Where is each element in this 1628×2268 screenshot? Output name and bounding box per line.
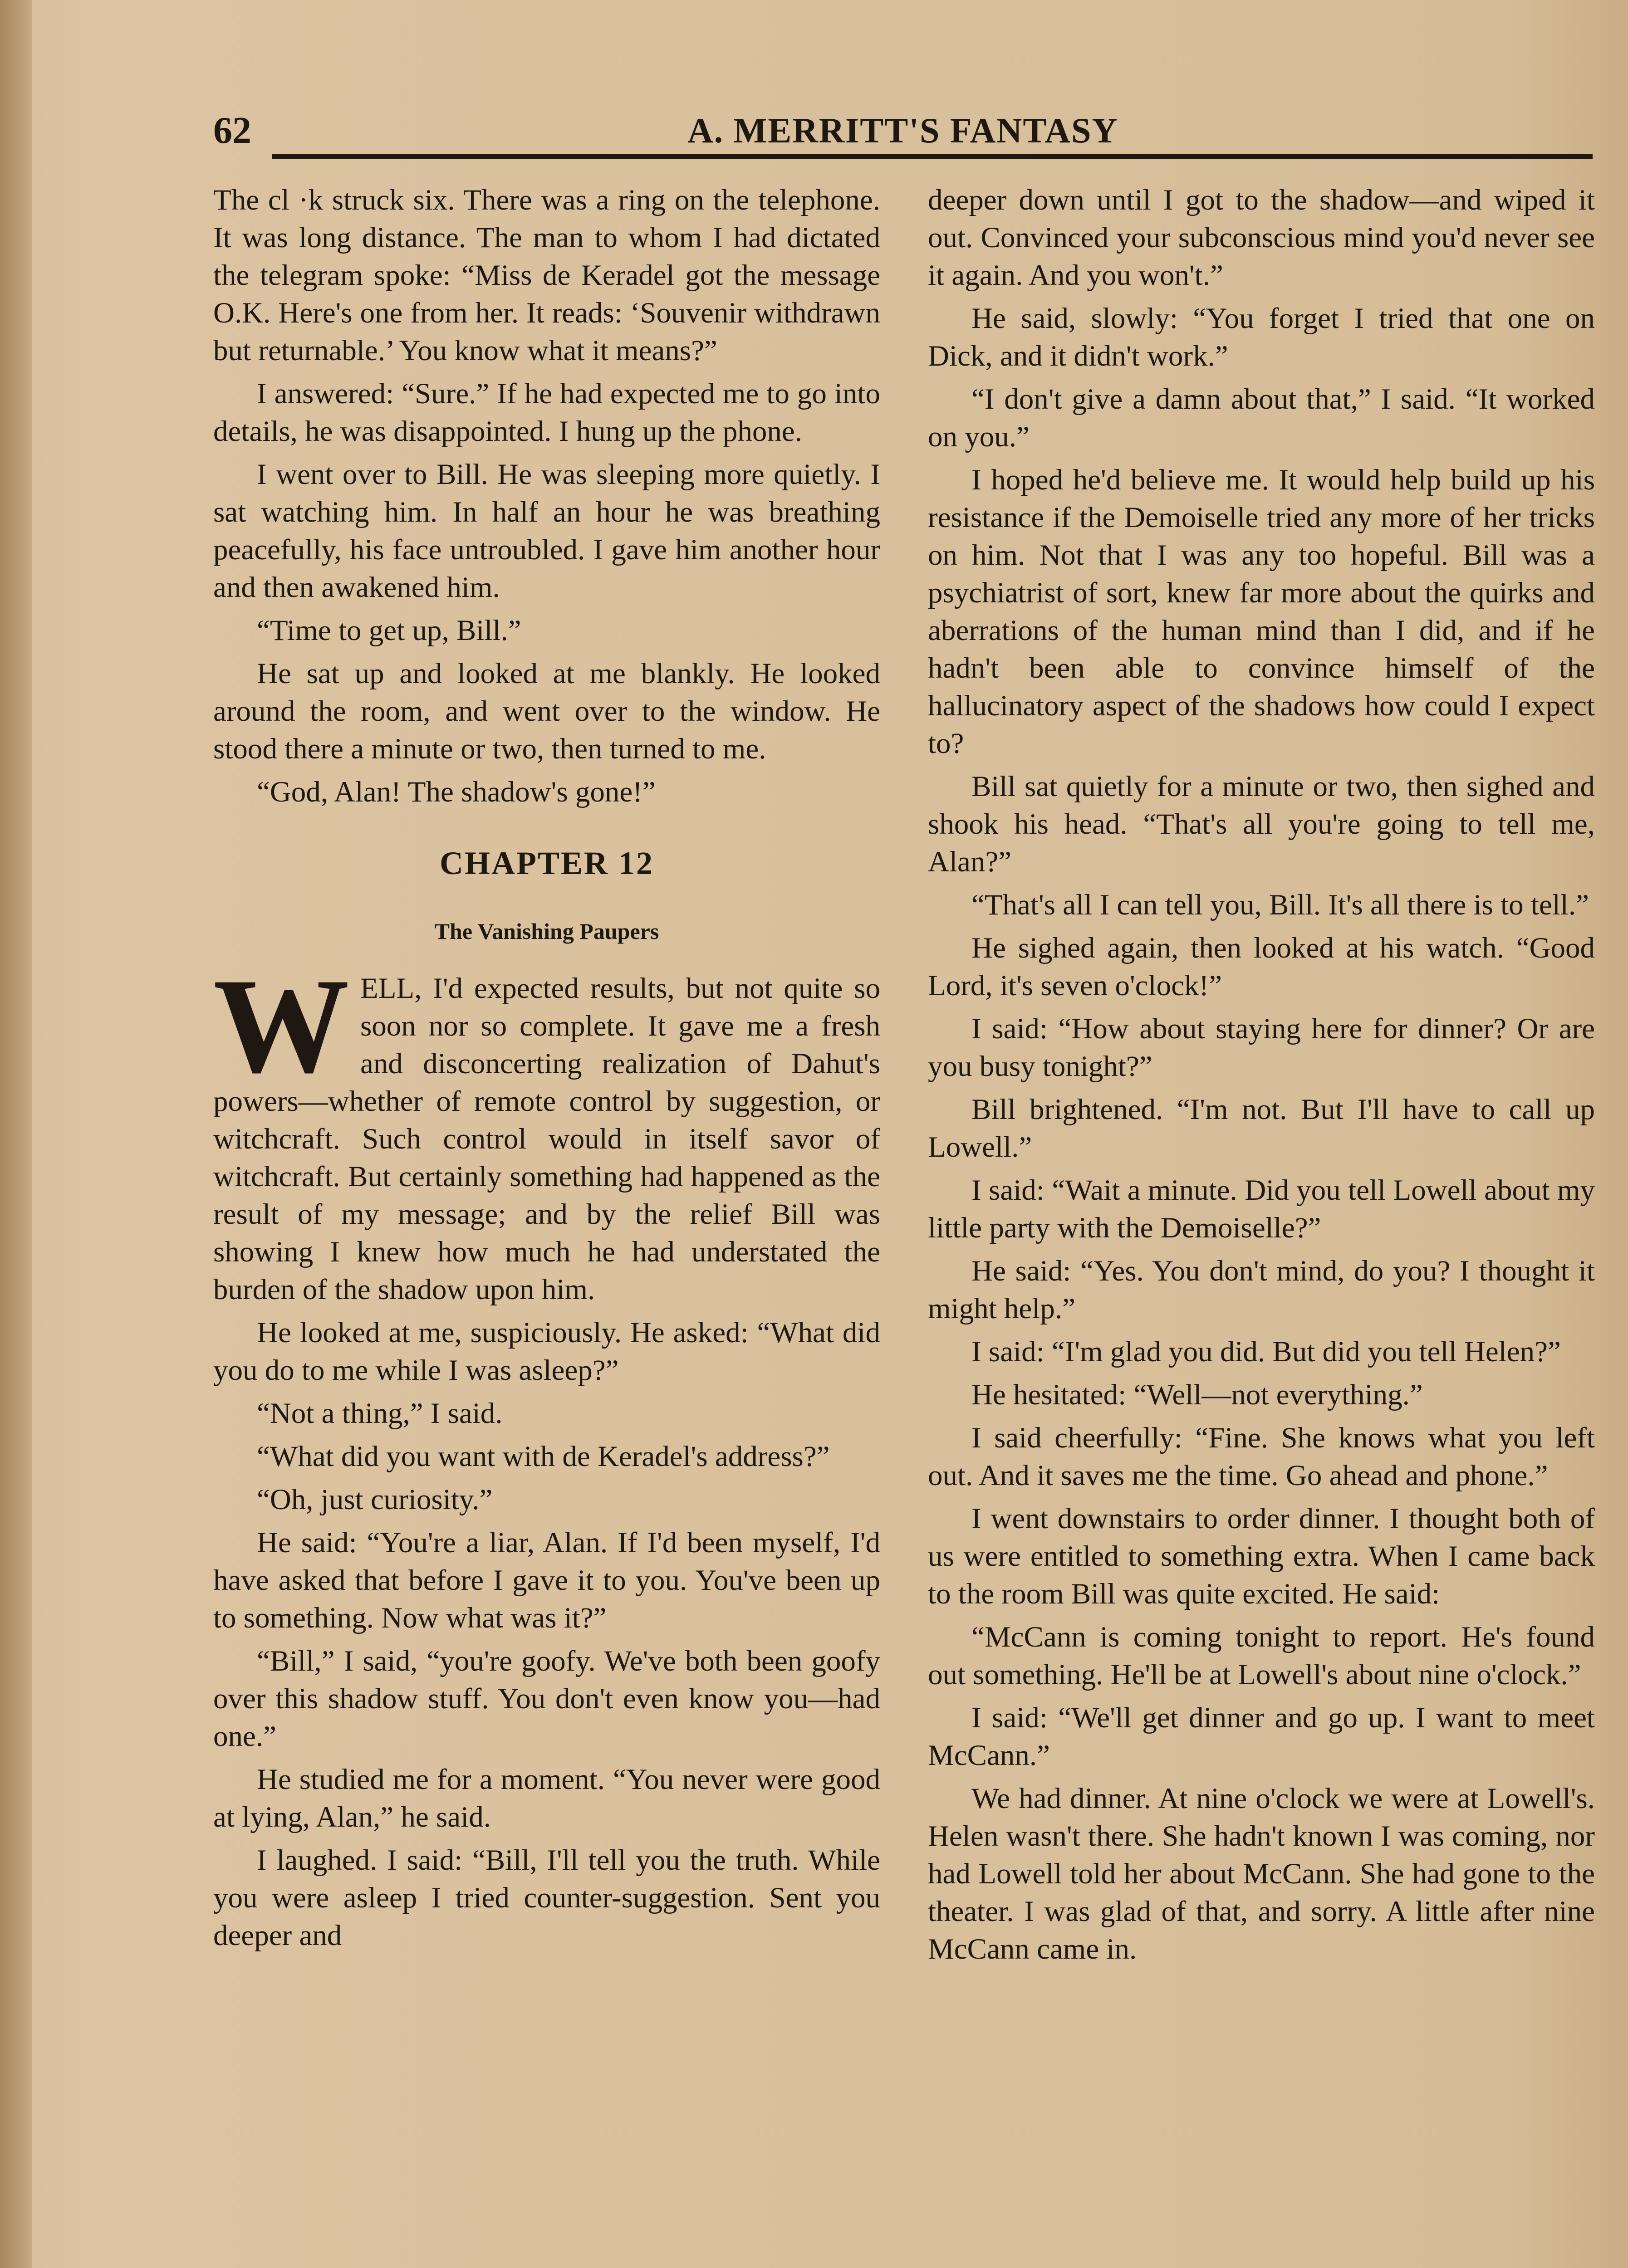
paragraph: “Time to get up, Bill.” [257, 614, 521, 647]
paragraph: He said: “Yes. You don't mind, do you? I thought it might help.” [928, 1255, 1595, 1325]
paragraph: I said: “Wait a minute. Did you tell Lowell about my little party with the Demoiselle?” [928, 1174, 1595, 1244]
left-column [213, 181, 880, 2268]
paragraph: Bill sat quietly for a minute or two, then sighed and shook his head. “That's all you're going to tell me, Alan?” [928, 770, 1595, 878]
paragraph: I went over to Bill. He was sleeping more quietly. I sat watching him. In half an hour he was breathing peacefully, his face untroubled. I gave him another hour and then awakened him. [213, 458, 880, 604]
chapter-subtitle: The Vanishing Paupers [434, 919, 659, 944]
paragraph: He said: “You're a liar, Alan. If I'd been myself, I'd have asked that before I gave it to you. You've been up to something. Now what was it?” [213, 1526, 880, 1634]
paragraph: I said: “How about staying here for dinner? Or are you busy tonight?” [928, 1012, 1595, 1083]
running-title: A. MERRITT'S FANTASY [687, 111, 1118, 150]
paragraph: We had dinner. At nine o'clock we were at Lowell's. Helen wasn't there. She hadn't known I was coming, nor had Lowell told her about McCann. She had gone to the theater. I was glad of that, and sorry. A little after nine McCann came in. [928, 1782, 1595, 1965]
page-number: 62 [213, 109, 251, 152]
paragraph: “God, Alan! The shadow's gone!” [257, 776, 656, 808]
page-spine [0, 0, 32, 2268]
paragraph: “That's all I can tell you, Bill. It's all there is to tell.” [971, 889, 1589, 921]
paragraph: “McCann is coming tonight to report. He's found out something. He'll be at Lowell's about nine o'clock.” [928, 1621, 1595, 1691]
paragraph: “What did you want with de Keradel's address?” [257, 1440, 830, 1473]
paragraph: I said: “We'll get dinner and go up. I want to meet McCann.” [928, 1701, 1595, 1772]
paragraph: He studied me for a moment. “You never were good at lying, Alan,” he said. [213, 1763, 880, 1833]
drop-cap: W [213, 950, 349, 1101]
paragraph: I went downstairs to order dinner. I thought both of us were entitled to something extra. When I came back to the room Bill was quite excited. He said: [928, 1502, 1595, 1610]
paragraph: I said: “I'm glad you did. But did you tell Helen?” [971, 1335, 1561, 1368]
paragraph: “I don't give a damn about that,” I said. “It worked on you.” [928, 383, 1595, 453]
paragraph: He sighed again, then looked at his watch. “Good Lord, it's seven o'clock!” [928, 932, 1595, 1002]
paragraph: He looked at me, suspiciously. He asked: “What did you do to me while I was asleep?” [213, 1316, 880, 1387]
paragraph: “Bill,” I said, “you're goofy. We've both been goofy over this shadow stuff. You don't even know you—had one.” [213, 1645, 880, 1753]
paragraph: I said cheerfully: “Fine. She knows what you left out. And it saves me the time. Go ahead and phone.” [928, 1422, 1595, 1492]
paragraph: Bill brightened. “I'm not. But I'll have to call up Lowell.” [928, 1093, 1595, 1163]
paragraph: The cl ·k struck six. There was a ring on the telephone. It was long distance. The man to whom I had dictated the telegram spoke: “Miss de Keradel got the message O.K. Here's one from her. It reads: ‘Souvenir withdrawn but returnable.’ You know what it means?” [213, 184, 880, 367]
paragraph: He said, slowly: “You forget I tried that one on Dick, and it didn't work.” [928, 302, 1595, 372]
header-rule [272, 154, 1593, 159]
paragraph: “Not a thing,” I said. [257, 1397, 503, 1430]
paragraph: I laughed. I said: “Bill, I'll tell you the truth. While you were asleep I tried counter-suggestion. Sent you deeper and [213, 1844, 880, 1952]
paragraph: He sat up and looked at me blankly. He looked around the room, and went over to the window. He stood there a minute or two, then turned to me. [213, 657, 880, 765]
opening-paragraph [213, 950, 880, 1309]
paragraph: I answered: “Sure.” If he had expected me to go into details, he was disappointed. I hung up the phone. [213, 377, 880, 448]
opening-paragraph-text: ELL, I'd expected results, but not quite so soon nor so complete. It gave me a fresh and disconcerting realization of Dahut's powers—whether of remote control by suggestion, or witchcraft. Such control would in itself savor of witchcraft. But certainly something had happened as the result of my message; and by the relief Bill was showing I knew how much he had understated the burden of the shadow upon him. [213, 972, 880, 1306]
paragraph: “Oh, just curiosity.” [257, 1483, 493, 1516]
paragraph: I hoped he'd believe me. It would help build up his resistance if the Demoiselle tried any more of her tricks on him. Not that I was any too hopeful. Bill was a psychiatrist of sort, knew far more about the quirks and aberrations of the human mind than I did, and if he hadn't been able to convince himself of the hallucinatory aspect of the shadows how could I expect to? [928, 464, 1595, 760]
chapter-title: CHAPTER 12 [439, 845, 654, 881]
right-column [928, 181, 1595, 2268]
paragraph: deeper down until I got to the shadow—and wiped it out. Convinced your subconscious mind you'd never see it again. And you won't.” [928, 184, 1595, 292]
paragraph: He hesitated: “Well—not everything.” [971, 1378, 1423, 1411]
page-header [213, 108, 1593, 158]
